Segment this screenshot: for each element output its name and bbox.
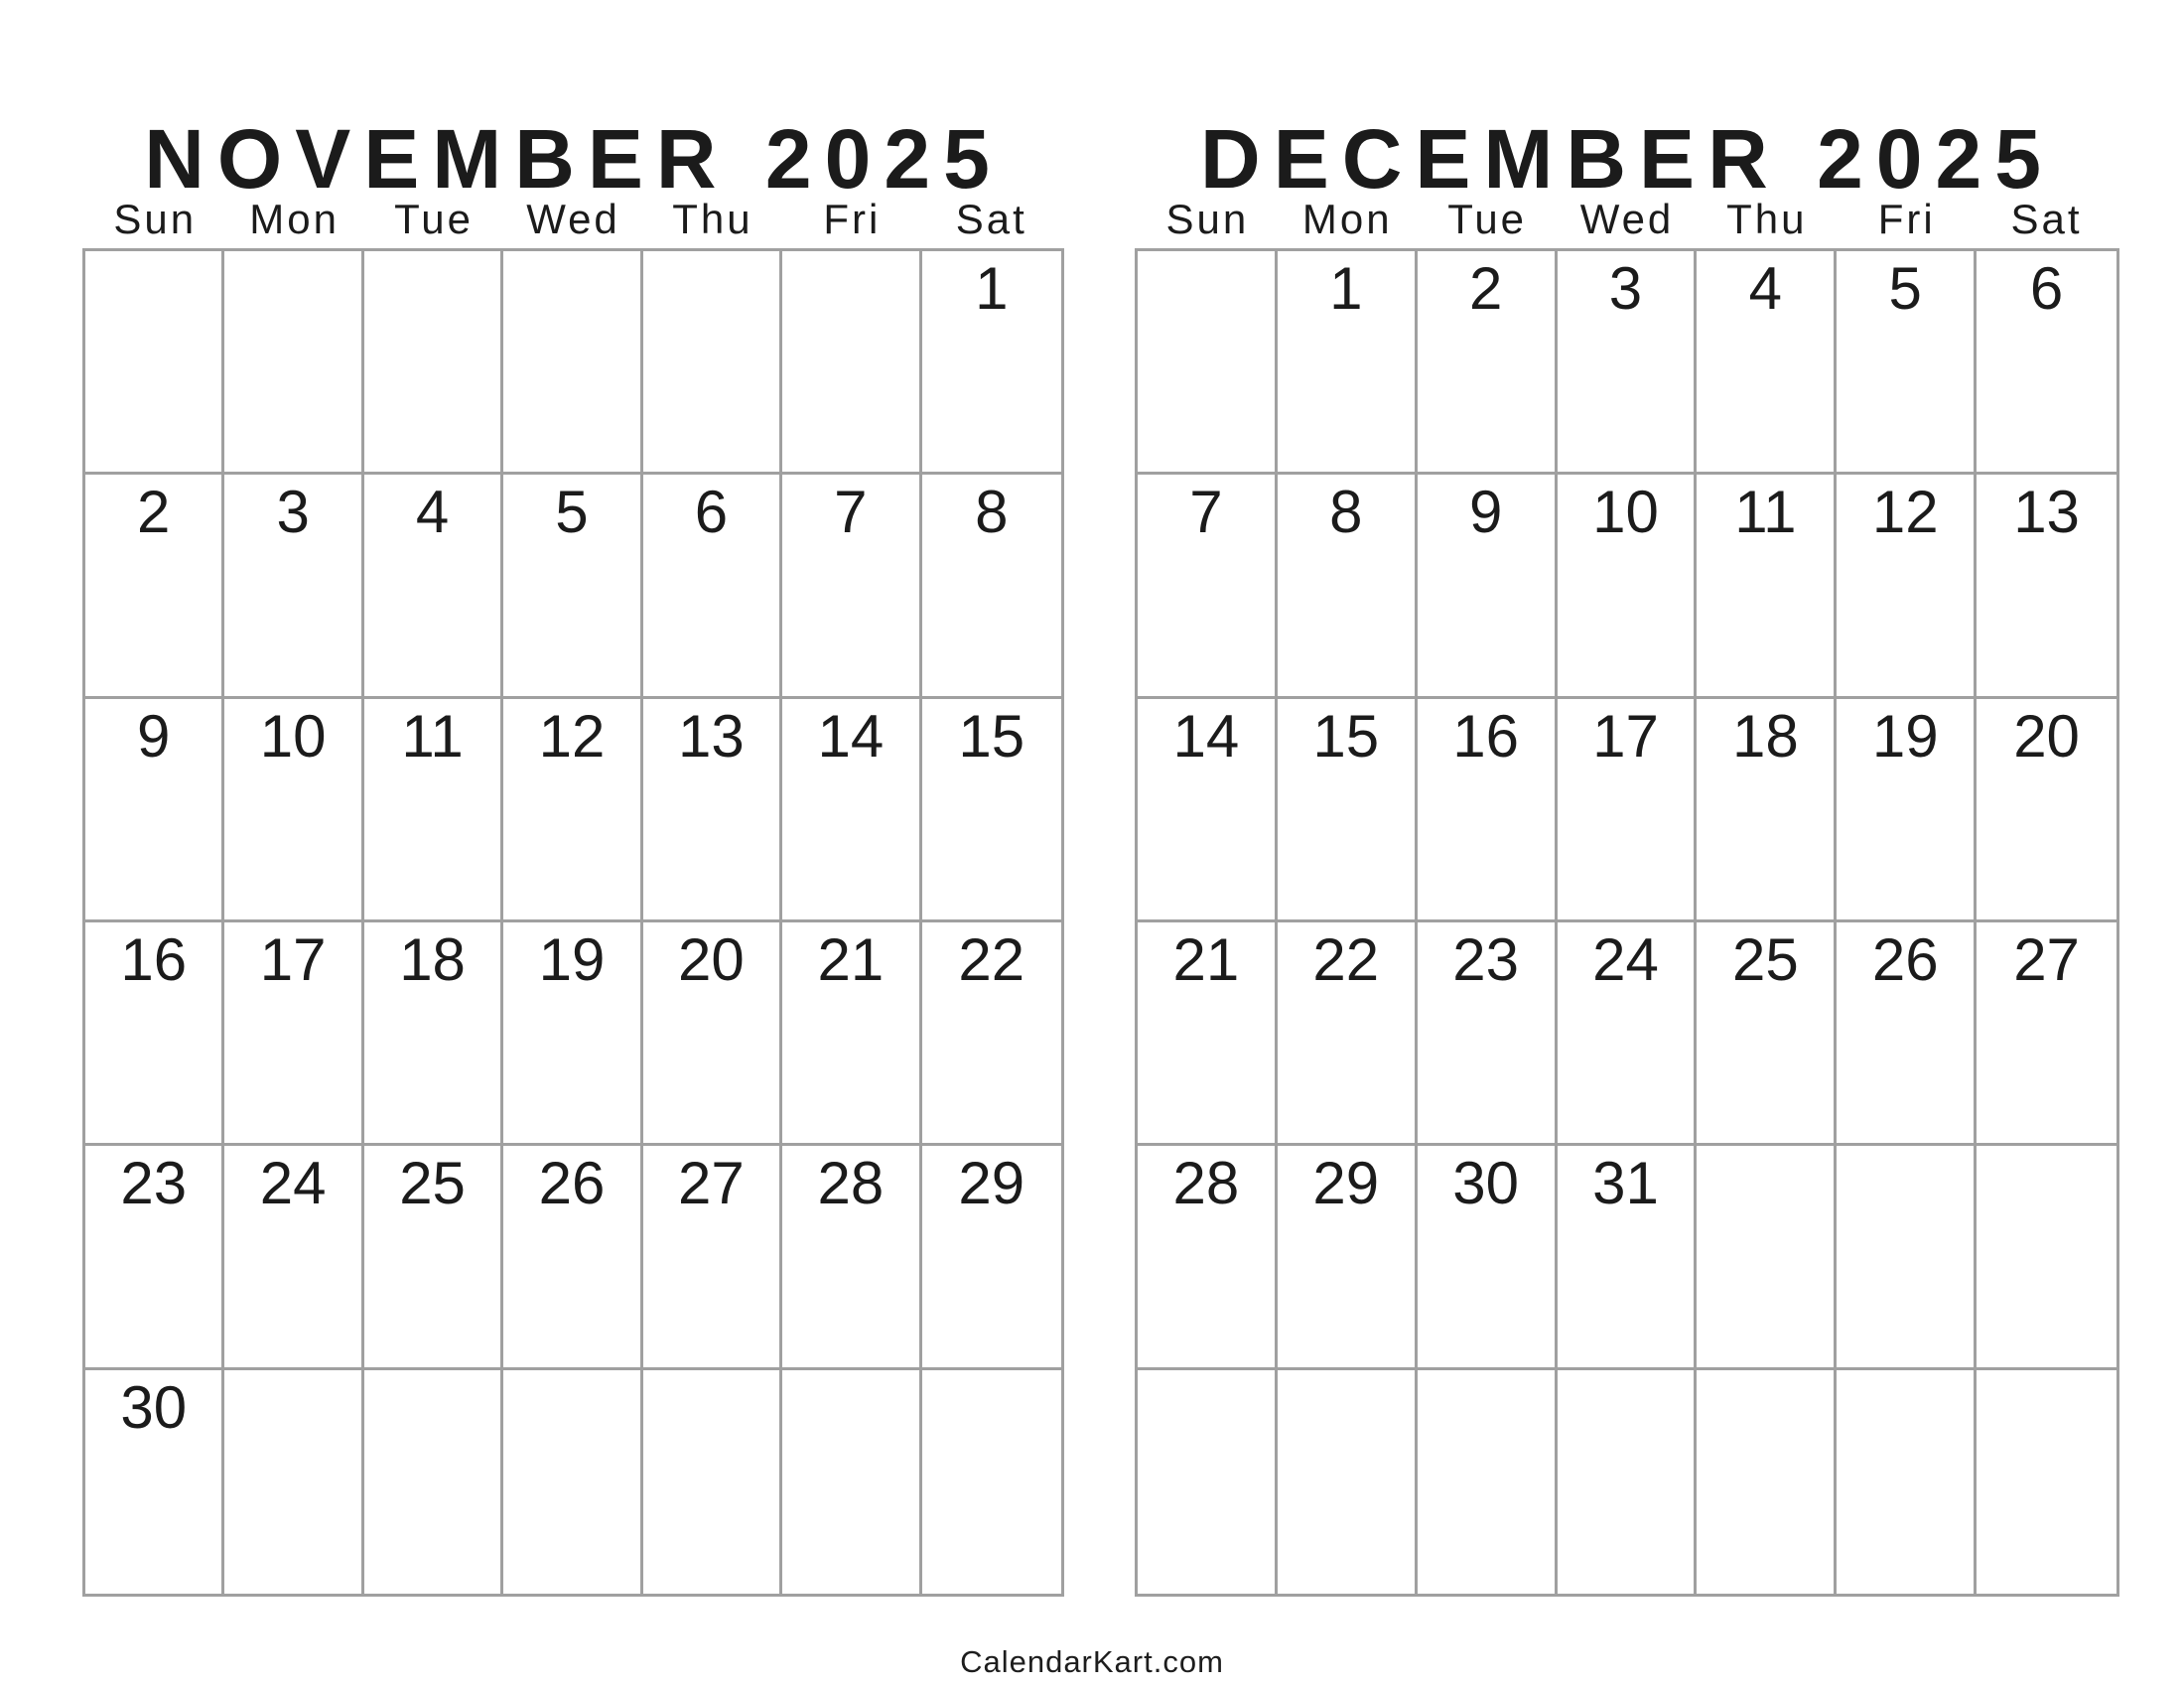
- calendar-grid: [1135, 248, 2119, 1597]
- day-number: 16: [120, 925, 188, 993]
- day-cell-empty: [1418, 1370, 1558, 1594]
- day-number: 30: [120, 1373, 188, 1441]
- day-number: [503, 1370, 639, 1378]
- day-number: [1418, 1370, 1555, 1378]
- day-number: 6: [694, 479, 729, 546]
- day-cell-empty: [1697, 1146, 1837, 1369]
- day-number: 2: [1468, 255, 1503, 322]
- day-number: [364, 1370, 500, 1378]
- weekday-label: Fri: [1877, 196, 1936, 242]
- day-cell: [224, 699, 363, 922]
- day-number: 24: [1592, 925, 1659, 993]
- day-cell: [1837, 475, 1977, 698]
- day-number: 11: [401, 702, 464, 770]
- day-cell: [1977, 251, 2116, 475]
- weekday-label: Mon: [1301, 196, 1393, 242]
- day-cell: [643, 699, 782, 922]
- day-cell: [85, 475, 224, 698]
- day-number: 14: [817, 702, 885, 770]
- weekday-label: Sun: [113, 196, 198, 242]
- day-cell-empty: [1138, 1370, 1278, 1594]
- day-number: 19: [1871, 702, 1939, 770]
- day-number: 1: [1329, 255, 1363, 322]
- day-number: 10: [259, 702, 327, 770]
- day-number: 27: [678, 1150, 745, 1217]
- day-number: 4: [415, 479, 450, 546]
- day-cell: [1278, 699, 1418, 922]
- day-cell: [782, 1146, 921, 1369]
- weekday-label: Mon: [249, 196, 340, 242]
- day-number: 3: [1608, 255, 1643, 322]
- day-cell: [922, 475, 1061, 698]
- day-number: 16: [1452, 702, 1519, 770]
- day-cell: [364, 922, 503, 1146]
- day-cell: [1418, 251, 1558, 475]
- watermark-text: CalendarKart.com: [960, 1644, 1224, 1679]
- day-cell: [1278, 1146, 1418, 1369]
- day-number: 22: [1312, 925, 1380, 993]
- day-cell: [922, 699, 1061, 922]
- weekday-label: Thu: [1726, 196, 1808, 242]
- day-number: 21: [817, 925, 885, 993]
- day-number: 9: [1468, 479, 1503, 546]
- day-number: 5: [1888, 255, 1922, 322]
- day-cell: [503, 922, 642, 1146]
- day-number: [1837, 1146, 1974, 1154]
- day-cell-empty: [85, 251, 224, 475]
- day-number: 8: [1329, 479, 1363, 546]
- day-number: 6: [2029, 255, 2064, 322]
- month-november-2025: [82, 0, 1064, 1688]
- day-cell-empty: [1837, 1370, 1977, 1594]
- day-cell: [1558, 1146, 1698, 1369]
- weekday-label: Sun: [1165, 196, 1250, 242]
- day-number: 13: [2013, 479, 2080, 546]
- day-cell-empty: [224, 251, 363, 475]
- day-cell: [85, 1370, 224, 1594]
- day-cell: [1138, 922, 1278, 1146]
- day-number: [1697, 1146, 1834, 1154]
- day-cell: [85, 699, 224, 922]
- day-number: 26: [1871, 925, 1939, 993]
- month-title: NOVEMBER 2025: [144, 112, 1003, 207]
- day-cell: [1837, 251, 1977, 475]
- day-number: 7: [834, 479, 868, 546]
- day-number: 26: [538, 1150, 606, 1217]
- day-number: 29: [958, 1150, 1025, 1217]
- day-cell: [1697, 699, 1837, 922]
- day-cell: [1418, 1146, 1558, 1369]
- weekday-label: Sat: [955, 196, 1027, 242]
- day-number: 9: [137, 702, 171, 770]
- day-number: [364, 251, 500, 259]
- weekday-label: Tue: [394, 196, 474, 242]
- day-cell: [1558, 699, 1698, 922]
- day-cell-empty: [1558, 1370, 1698, 1594]
- weekday-label: Thu: [672, 196, 753, 242]
- day-number: 17: [259, 925, 327, 993]
- day-number: [224, 1370, 360, 1378]
- day-cell: [782, 699, 921, 922]
- day-cell: [782, 475, 921, 698]
- day-cell: [1558, 251, 1698, 475]
- weekday-label: Sat: [2010, 196, 2083, 242]
- day-cell: [1138, 475, 1278, 698]
- day-number: 12: [1871, 479, 1939, 546]
- day-cell: [922, 1146, 1061, 1369]
- day-number: [1977, 1146, 2116, 1154]
- day-cell: [1837, 699, 1977, 922]
- day-cell-empty: [1977, 1370, 2116, 1594]
- weekday-header-row: [1135, 191, 2119, 242]
- day-number: [1977, 1370, 2116, 1378]
- day-cell: [1697, 251, 1837, 475]
- day-cell: [922, 251, 1061, 475]
- day-number: 13: [678, 702, 745, 770]
- day-cell: [643, 922, 782, 1146]
- day-cell: [1697, 922, 1837, 1146]
- day-cell: [1697, 475, 1837, 698]
- calendar-grid: [82, 248, 1064, 1597]
- weekday-header-row: [82, 191, 1064, 242]
- day-cell: [1418, 922, 1558, 1146]
- day-cell-empty: [364, 1370, 503, 1594]
- day-number: 28: [1172, 1150, 1240, 1217]
- day-number: [224, 251, 360, 259]
- day-number: 15: [958, 702, 1025, 770]
- day-number: 17: [1592, 702, 1659, 770]
- day-cell: [1138, 1146, 1278, 1369]
- day-cell: [224, 475, 363, 698]
- day-cell: [1977, 475, 2116, 698]
- day-cell: [1977, 699, 2116, 922]
- day-number: 11: [1734, 479, 1797, 546]
- day-cell: [503, 1146, 642, 1369]
- day-number: [643, 251, 779, 259]
- day-cell: [503, 699, 642, 922]
- day-number: 29: [1312, 1150, 1380, 1217]
- day-cell: [85, 922, 224, 1146]
- day-number: 5: [555, 479, 589, 546]
- day-number: [1697, 1370, 1834, 1378]
- day-number: 1: [975, 255, 1009, 322]
- day-number: 23: [120, 1150, 188, 1217]
- day-cell: [85, 1146, 224, 1369]
- day-cell-empty: [922, 1370, 1061, 1594]
- day-number: 30: [1452, 1150, 1519, 1217]
- day-cell: [1278, 922, 1418, 1146]
- day-number: [922, 1370, 1061, 1378]
- day-cell: [1837, 922, 1977, 1146]
- day-cell-empty: [782, 1370, 921, 1594]
- day-number: 27: [2013, 925, 2080, 993]
- month-title: DECEMBER 2025: [1200, 112, 2054, 207]
- day-cell-empty: [643, 1370, 782, 1594]
- day-cell-empty: [1837, 1146, 1977, 1369]
- day-cell-empty: [503, 1370, 642, 1594]
- day-number: 2: [137, 479, 171, 546]
- day-cell: [224, 1146, 363, 1369]
- day-number: 28: [817, 1150, 885, 1217]
- day-cell-empty: [1278, 1370, 1418, 1594]
- day-number: [503, 251, 639, 259]
- day-cell: [1977, 922, 2116, 1146]
- day-number: 12: [538, 702, 606, 770]
- day-number: 20: [2013, 702, 2080, 770]
- day-cell-empty: [1138, 251, 1278, 475]
- day-cell: [1418, 699, 1558, 922]
- day-cell: [922, 922, 1061, 1146]
- day-number: [1278, 1370, 1415, 1378]
- day-number: 4: [1748, 255, 1783, 322]
- day-number: 7: [1189, 479, 1223, 546]
- day-number: 25: [1731, 925, 1799, 993]
- day-cell: [643, 1146, 782, 1369]
- day-cell: [364, 1146, 503, 1369]
- day-cell-empty: [364, 251, 503, 475]
- day-number: 25: [399, 1150, 466, 1217]
- weekday-label: Tue: [1447, 196, 1528, 242]
- day-cell-empty: [503, 251, 642, 475]
- day-cell: [1418, 475, 1558, 698]
- day-cell: [364, 475, 503, 698]
- day-cell: [643, 475, 782, 698]
- day-cell: [1278, 251, 1418, 475]
- day-number: 24: [259, 1150, 327, 1217]
- day-number: [85, 251, 221, 259]
- day-cell: [224, 922, 363, 1146]
- day-number: 23: [1452, 925, 1519, 993]
- day-number: [1837, 1370, 1974, 1378]
- day-number: 8: [975, 479, 1009, 546]
- day-cell-empty: [1977, 1146, 2116, 1369]
- day-cell: [782, 922, 921, 1146]
- day-cell: [503, 475, 642, 698]
- day-cell: [1278, 475, 1418, 698]
- day-number: 18: [399, 925, 466, 993]
- day-number: [1138, 251, 1275, 259]
- weekday-label: Wed: [526, 196, 620, 242]
- day-number: [1558, 1370, 1695, 1378]
- day-cell: [1138, 699, 1278, 922]
- day-number: 20: [678, 925, 745, 993]
- day-number: 10: [1592, 479, 1659, 546]
- day-number: 21: [1172, 925, 1240, 993]
- day-cell: [364, 699, 503, 922]
- day-number: [1138, 1370, 1275, 1378]
- day-number: [782, 1370, 918, 1378]
- day-cell-empty: [1697, 1370, 1837, 1594]
- day-cell-empty: [643, 251, 782, 475]
- month-december-2025: [1135, 0, 2119, 1688]
- day-number: 18: [1731, 702, 1799, 770]
- weekday-label: Wed: [1579, 196, 1675, 242]
- day-cell-empty: [782, 251, 921, 475]
- day-number: 19: [538, 925, 606, 993]
- day-number: 15: [1312, 702, 1380, 770]
- day-number: [782, 251, 918, 259]
- weekday-label: Fri: [823, 196, 882, 242]
- day-number: 22: [958, 925, 1025, 993]
- day-number: 31: [1592, 1150, 1659, 1217]
- day-number: 14: [1172, 702, 1240, 770]
- day-cell: [1558, 922, 1698, 1146]
- day-number: [643, 1370, 779, 1378]
- day-cell-empty: [224, 1370, 363, 1594]
- day-cell: [1558, 475, 1698, 698]
- day-number: 3: [276, 479, 310, 546]
